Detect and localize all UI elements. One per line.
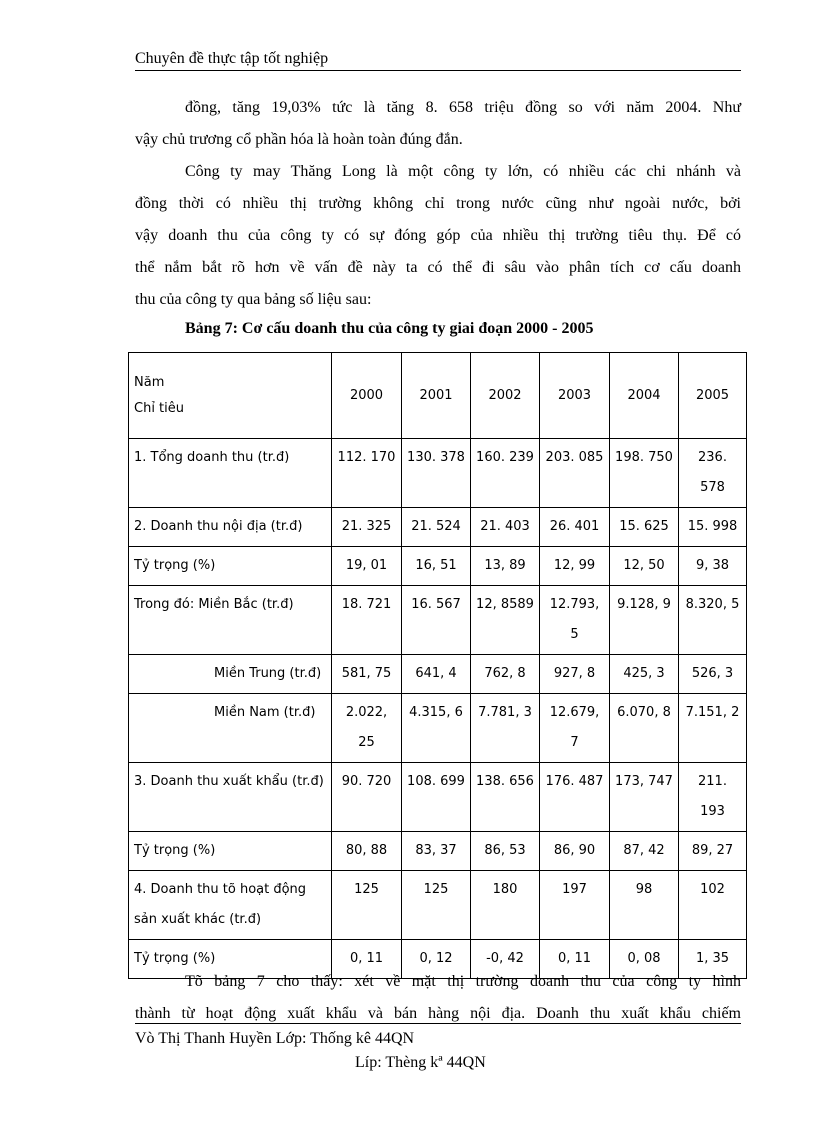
paragraph-1	[135, 92, 741, 156]
value-cell: 19, 01	[332, 547, 402, 586]
table-row	[129, 439, 747, 508]
value-cell: 641, 4	[402, 655, 471, 694]
year-header: 2005	[679, 353, 747, 439]
value-cell: 112. 170	[332, 439, 402, 508]
table-row	[129, 547, 747, 586]
value-cell: 15. 998	[679, 508, 747, 547]
value-cell: 9.128, 9	[610, 586, 679, 655]
value-cell: 80, 88	[332, 832, 402, 871]
page-footer	[135, 1023, 741, 1071]
text-line: vậy doanh thu của công ty có sự đóng góp của nhiều thị trường tiêu thụ. Để có	[135, 227, 741, 244]
value-cell: 12.793, 5	[540, 586, 610, 655]
value-cell: 4.315, 6	[402, 694, 471, 763]
row-label: Miền Nam (tr.đ)	[129, 694, 332, 763]
value-cell: 581, 75	[332, 655, 402, 694]
table-row	[129, 763, 747, 832]
table-row	[129, 655, 747, 694]
value-cell: 130. 378	[402, 439, 471, 508]
value-cell: 203. 085	[540, 439, 610, 508]
value-cell: 138. 656	[471, 763, 540, 832]
footer-author: Vò Thị Thanh Huyền Lớp: Thống kê 44QN	[135, 1030, 415, 1047]
value-cell: 425, 3	[610, 655, 679, 694]
value-cell: 9, 38	[679, 547, 747, 586]
value-cell: 83, 37	[402, 832, 471, 871]
revenue-structure-table	[128, 352, 747, 979]
table-header-row	[129, 353, 747, 439]
year-header: 2004	[610, 353, 679, 439]
value-cell: 21. 325	[332, 508, 402, 547]
value-cell: 211. 193	[679, 763, 747, 832]
value-cell: 197	[540, 871, 610, 940]
year-header: 2001	[402, 353, 471, 439]
value-cell: 13, 89	[471, 547, 540, 586]
value-cell: 16. 567	[402, 586, 471, 655]
row-label: 3. Doanh thu xuất khẩu (tr.đ)	[129, 763, 332, 832]
value-cell: 108. 699	[402, 763, 471, 832]
value-cell: 12.679, 7	[540, 694, 610, 763]
table-row	[129, 586, 747, 655]
corner-header-cell	[129, 353, 332, 439]
value-cell: 125	[402, 871, 471, 940]
text-line: thành từ hoạt động xuất khẩu và bán hàng nội địa. Doanh thu xuất khẩu chiếm	[135, 1005, 741, 1022]
table-row	[129, 871, 747, 940]
row-label: Tỷ trọng (%)	[129, 940, 332, 979]
value-cell: 198. 750	[610, 439, 679, 508]
value-cell: 86, 90	[540, 832, 610, 871]
value-cell: 7.151, 2	[679, 694, 747, 763]
value-cell: 526, 3	[679, 655, 747, 694]
value-cell: 12, 50	[610, 547, 679, 586]
corner-year-label: Năm	[134, 374, 165, 390]
table-caption: Bảng 7: Cơ cấu doanh thu của công ty giai đoạn 2000 - 2005	[185, 320, 594, 337]
text-line: thể nắm bắt rõ hơn về vấn đề này ta có thể đi sâu vào phân tích cơ cấu doanh	[135, 259, 741, 276]
paragraph-3	[135, 966, 741, 1030]
value-cell: 160. 239	[471, 439, 540, 508]
corner-indicator-label: Chỉ tiêu	[134, 400, 185, 416]
value-cell: 102	[679, 871, 747, 940]
value-cell: 87, 42	[610, 832, 679, 871]
page-header	[135, 48, 741, 71]
row-label: 4. Doanh thu tõ hoạt động sản xuất khác (tr.đ)	[129, 871, 332, 940]
value-cell: 927, 8	[540, 655, 610, 694]
table-row	[129, 508, 747, 547]
value-cell: 180	[471, 871, 540, 940]
value-cell: 2.022, 25	[332, 694, 402, 763]
text-line: vậy chủ trương cổ phần hóa là hoàn toàn đúng đắn.	[135, 131, 463, 148]
year-header: 2000	[332, 353, 402, 439]
value-cell: 15. 625	[610, 508, 679, 547]
value-cell: 8.320, 5	[679, 586, 747, 655]
value-cell: 173, 747	[610, 763, 679, 832]
row-label: 2. Doanh thu nội địa (tr.đ)	[129, 508, 332, 547]
row-label: 1. Tổng doanh thu (tr.đ)	[129, 439, 332, 508]
row-label: Miền Trung (tr.đ)	[129, 655, 332, 694]
value-cell: 12, 8589	[471, 586, 540, 655]
value-cell: 16, 51	[402, 547, 471, 586]
value-cell: 21. 403	[471, 508, 540, 547]
value-cell: 0, 11	[540, 940, 610, 979]
value-cell: 90. 720	[332, 763, 402, 832]
value-cell: 21. 524	[402, 508, 471, 547]
value-cell: -0, 42	[471, 940, 540, 979]
year-header: 2003	[540, 353, 610, 439]
year-header: 2002	[471, 353, 540, 439]
table-row	[129, 832, 747, 871]
value-cell: 98	[610, 871, 679, 940]
row-label: Tỷ trọng (%)	[129, 832, 332, 871]
value-cell: 7.781, 3	[471, 694, 540, 763]
value-cell: 0, 08	[610, 940, 679, 979]
text-line: đồng thời có nhiều thị trường không chỉ trong nước cũng như ngoài nước, bởi	[135, 195, 741, 212]
paragraph-2	[135, 156, 741, 316]
value-cell: 6.070, 8	[610, 694, 679, 763]
header-title: Chuyên đề thực tập tốt nghiệp	[135, 50, 329, 67]
value-cell: 762, 8	[471, 655, 540, 694]
value-cell: 18. 721	[332, 586, 402, 655]
row-label: Trong đó: Miền Bắc (tr.đ)	[129, 586, 332, 655]
text-line: đồng, tăng 19,03% tức là tăng 8. 658 triệu đồng so với năm 2004. Như	[185, 99, 741, 116]
value-cell: 12, 99	[540, 547, 610, 586]
value-cell: 1, 35	[679, 940, 747, 979]
value-cell: 236. 578	[679, 439, 747, 508]
text-line: thu của công ty qua bảng số liệu sau:	[135, 291, 372, 308]
value-cell: 89, 27	[679, 832, 747, 871]
value-cell: 0, 12	[402, 940, 471, 979]
value-cell: 26. 401	[540, 508, 610, 547]
row-label: Tỷ trọng (%)	[129, 547, 332, 586]
value-cell: 125	[332, 871, 402, 940]
value-cell: 86, 53	[471, 832, 540, 871]
value-cell: 0, 11	[332, 940, 402, 979]
footer-class: Líp: Thèng kª 44QN	[355, 1054, 486, 1071]
text-line: Công ty may Thăng Long là một công ty lớn, có nhiều các chi nhánh và	[185, 163, 741, 180]
value-cell: 176. 487	[540, 763, 610, 832]
table-row	[129, 694, 747, 763]
text-line: Tõ bảng 7 cho thấy: xét về mặt thị trường doanh thu của công ty hình	[185, 973, 741, 990]
